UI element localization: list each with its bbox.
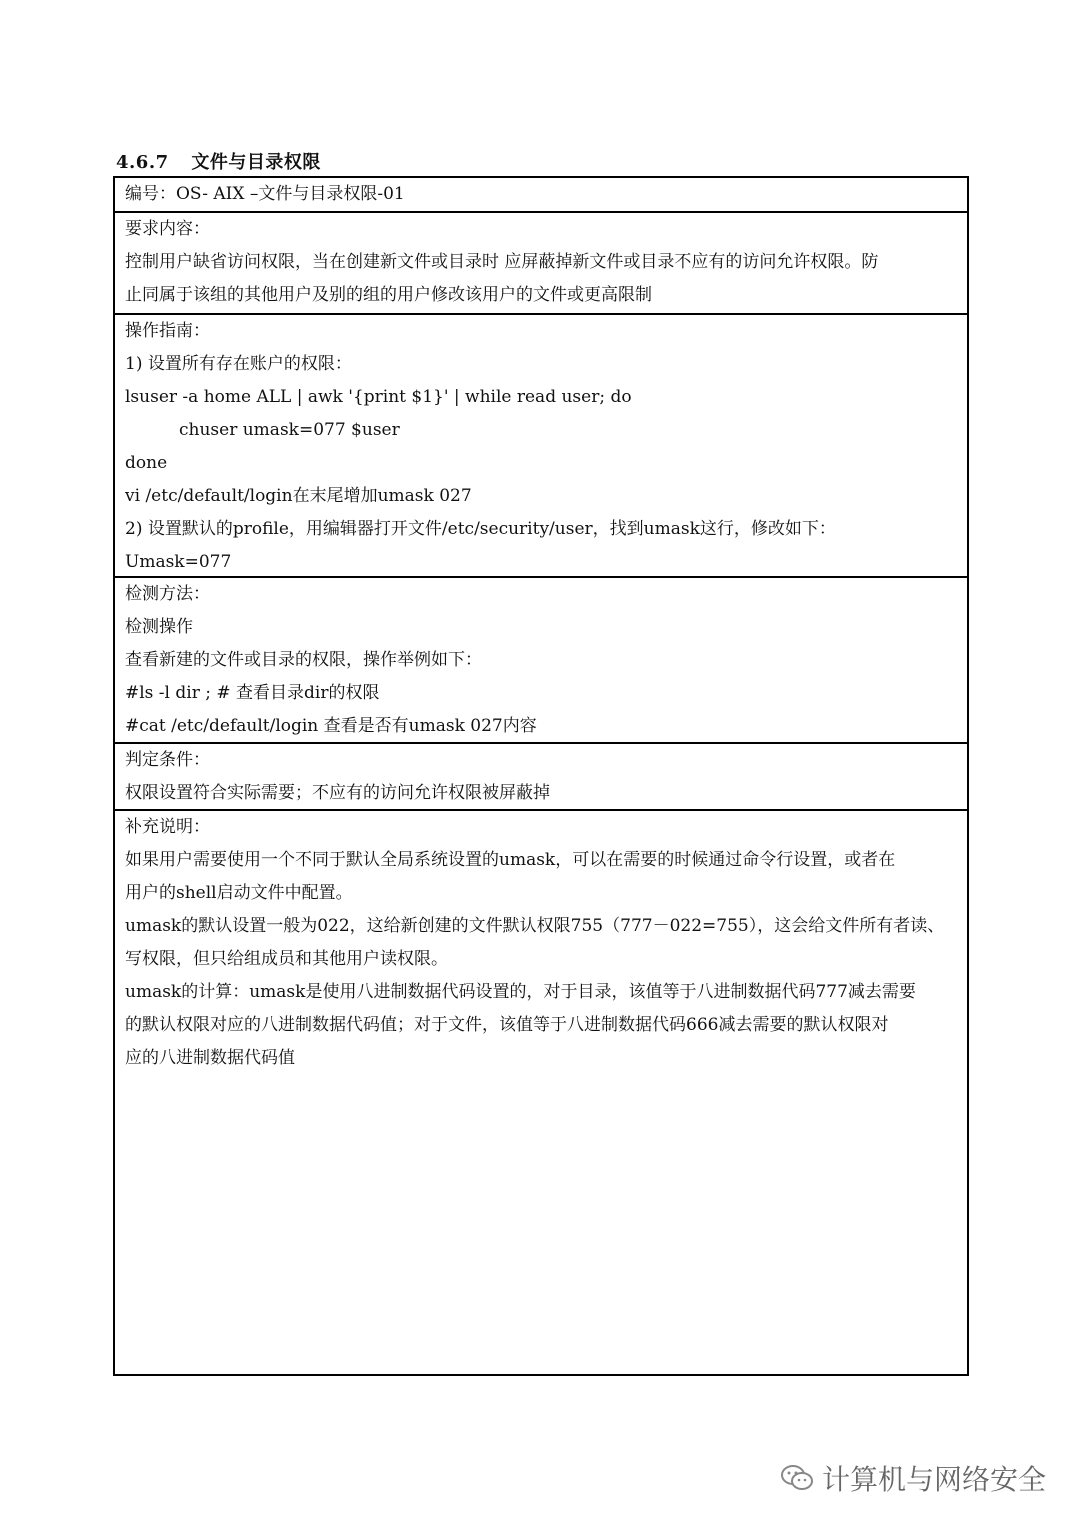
spec-table: [113, 176, 969, 1376]
judge-text: 权限设置符合实际需要；不应有的访问允许权限被屏蔽掉: [125, 783, 550, 803]
notes-p3-line-3: 应的八进制数据代码值: [125, 1048, 295, 1068]
guide-label: 操作指南：: [125, 321, 210, 341]
guide-cmd-1: lsuser -a home ALL | awk '{print $1}' | while read user; do: [125, 387, 632, 407]
row-notes: [115, 811, 967, 1376]
watermark-text: 计算机与网络安全: [821, 1463, 1046, 1496]
requirement-text-1: 控制用户缺省访问权限，当在创建新文件或目录时 应屏蔽掉新文件或目录不应有的访问允许权限。防: [125, 252, 879, 272]
requirement-label: 要求内容：: [125, 219, 210, 239]
notes-p1-line-1: 如果用户需要使用一个不同于默认全局系统设置的umask，可以在需要的时候通过命令行设置，或者在: [125, 850, 896, 870]
check-label: 检测方法：: [125, 584, 210, 604]
notes-p3-line-2: 的默认权限对应的八进制数据代码值；对于文件，该值等于八进制数据代码666减去需要的默认权限对: [125, 1015, 889, 1035]
notes-label: 补充说明：: [125, 817, 210, 837]
requirement-text-2: 止同属于该组的其他用户及别的组的用户修改该用户的文件或更高限制: [125, 285, 652, 305]
row-requirement: [115, 213, 967, 315]
notes-p2-line-1: umask的默认设置一般为022，这给新创建的文件默认权限755（777－022=755），这会给文件所有者读、: [125, 916, 945, 936]
guide-step-2: 2) 设置默认的profile，用编辑器打开文件/etc/security/user，找到umask这行，修改如下：: [125, 519, 836, 539]
judge-label: 判定条件：: [125, 750, 210, 770]
row-check: [115, 578, 967, 744]
watermark: [780, 1458, 1046, 1498]
notes-p1-line-2: 用户的shell启动文件中配置。: [125, 883, 353, 903]
section-heading: [116, 148, 321, 174]
guide-cmd-3: done: [125, 453, 168, 473]
id-line: 编号：OS- AIX –文件与目录权限-01: [125, 184, 405, 204]
row-guide: [115, 315, 967, 578]
notes-p3-line-1: umask的计算：umask是使用八进制数据代码设置的，对于目录，该值等于八进制数据代码777减去需要: [125, 982, 916, 1002]
wechat-icon: [780, 1463, 814, 1493]
check-op: 检测操作: [125, 617, 193, 637]
row-id: [115, 178, 967, 213]
guide-cmd-4: vi /etc/default/login在末尾增加umask 027: [125, 486, 472, 506]
section-number: 4.6.7: [116, 152, 169, 173]
check-cmd-1: #ls -l dir ; # 查看目录dir的权限: [125, 683, 380, 703]
check-desc: 查看新建的文件或目录的权限，操作举例如下：: [125, 650, 482, 670]
guide-cmd-5: Umask=077: [125, 552, 232, 572]
section-title: 文件与目录权限: [191, 152, 321, 173]
check-cmd-2: #cat /etc/default/login 查看是否有umask 027内容: [125, 716, 537, 736]
guide-step-1: 1) 设置所有存在账户的权限：: [125, 354, 352, 374]
notes-p2-line-2: 写权限，但只给组成员和其他用户读权限。: [125, 949, 448, 969]
row-judge: [115, 744, 967, 811]
guide-cmd-2: chuser umask=077 $user: [179, 420, 400, 440]
